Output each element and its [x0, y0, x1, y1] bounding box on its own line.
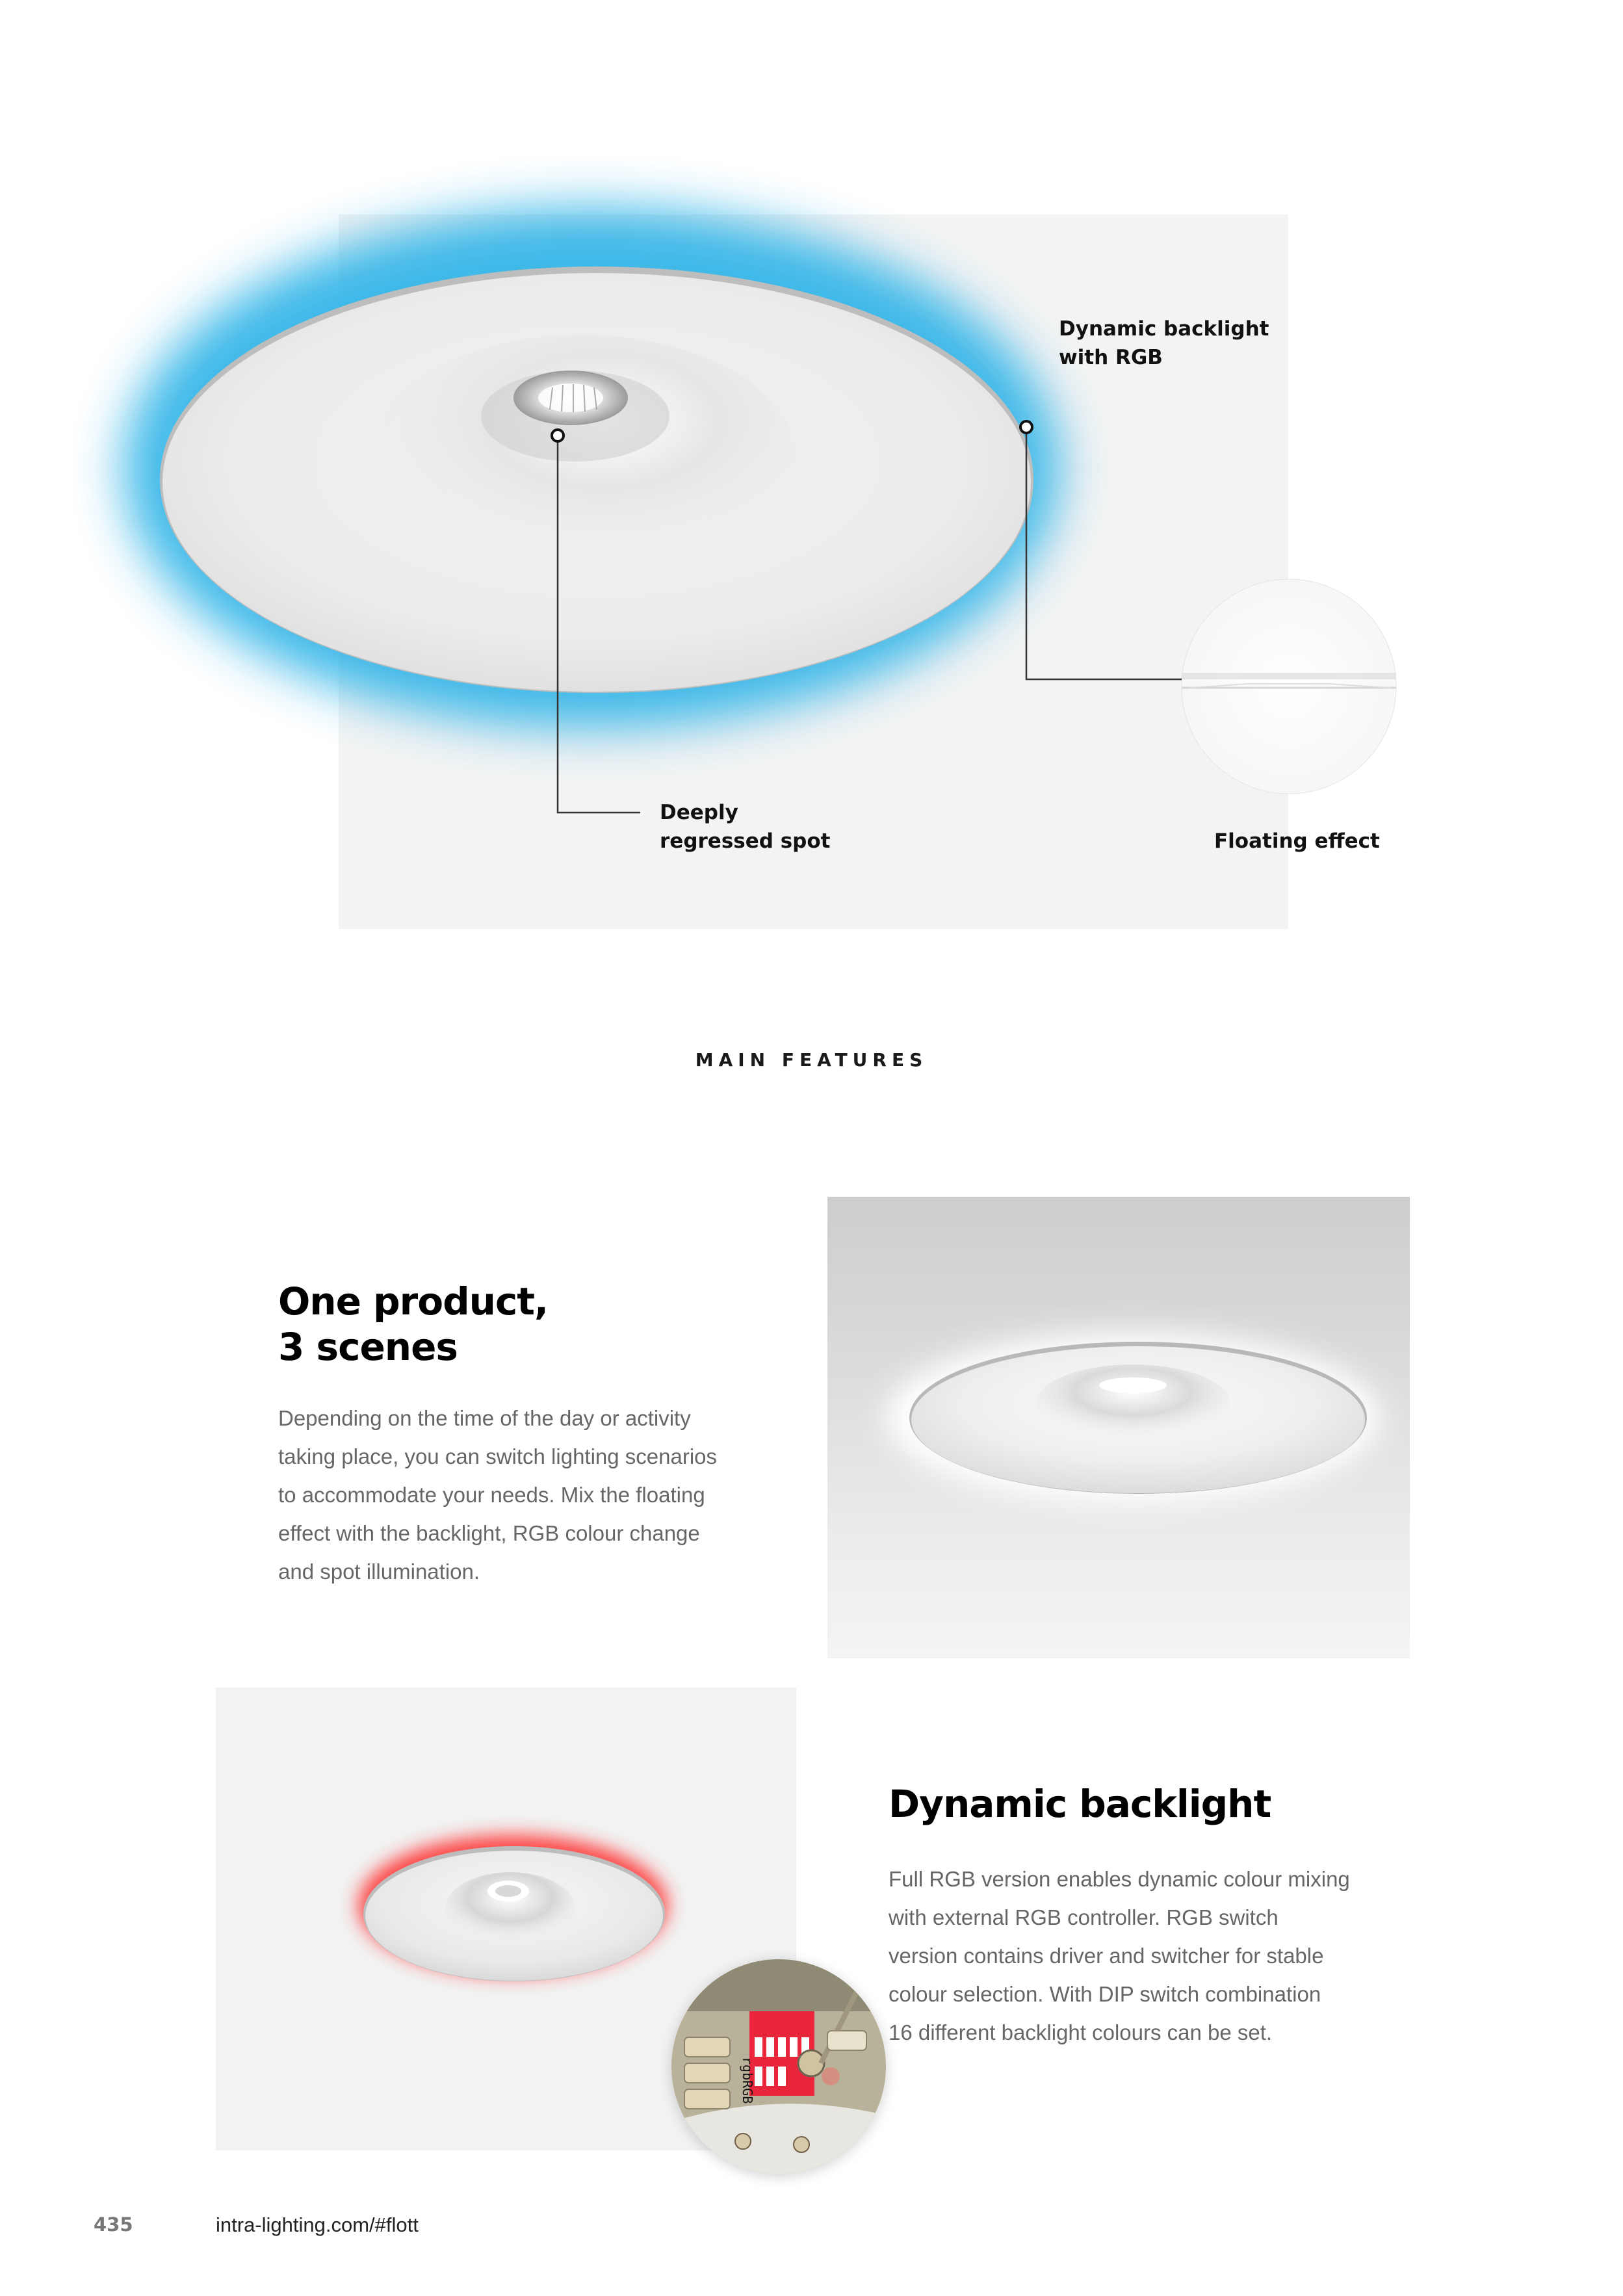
feature-text-line: Depending on the time of the day or activity [278, 1406, 691, 1430]
feature-text-line: with external RGB controller. RGB switch [889, 1905, 1279, 1929]
dip-switch-closeup [671, 1959, 886, 2174]
feature-text-line: Full RGB version enables dynamic colour mixing [889, 1867, 1350, 1891]
feature-text-dynamic-backlight [889, 1860, 1350, 2052]
feature-title-line: Dynamic backlight [889, 1782, 1271, 1826]
feature-text-scenes [278, 1399, 717, 1591]
callout-dynamic-backlight [1059, 315, 1269, 372]
callout-line: with RGB [1059, 346, 1163, 369]
callout-deeply-regressed-spot [660, 798, 831, 855]
feature-text-line: effect with the backlight, RGB colour change [278, 1521, 700, 1545]
feature-text-line: colour selection. With DIP switch combination [889, 1982, 1321, 2006]
page-number: 435 [94, 2213, 133, 2236]
callout-line: Dynamic backlight [1059, 317, 1269, 341]
feature-title-line: 3 scenes [278, 1325, 458, 1369]
callout-line: Deeply [660, 801, 738, 824]
spot-callout-marker [552, 430, 564, 441]
photo-floating-luminaire [827, 1197, 1410, 1658]
backlight-callout-marker [1020, 421, 1032, 433]
section-heading-main-features: MAIN FEATURES [695, 1049, 928, 1071]
footer-link[interactable]: intra-lighting.com/#flott [216, 2213, 419, 2236]
feature-text-line: to accommodate your needs. Mix the floating [278, 1483, 705, 1507]
feature-title-line: One product, [278, 1279, 549, 1324]
feature-text-line: version contains driver and switcher for stable [889, 1944, 1324, 1968]
callout-line: regressed spot [660, 829, 831, 853]
feature-title-dynamic-backlight [889, 1781, 1271, 1827]
feature-text-line: taking place, you can switch lighting scenarios [278, 1444, 718, 1468]
feature-text-line: and spot illumination. [278, 1559, 480, 1584]
svg-text:rgbRGB: rgbRGB [740, 2057, 755, 2104]
feature-title-scenes [278, 1279, 548, 1370]
pcb-graphic [671, 1959, 886, 2174]
callout-floating-effect [1214, 827, 1380, 855]
floating-luminaire-graphic [827, 1197, 1410, 1658]
callout-line: Floating effect [1214, 829, 1380, 853]
feature-text-line: 16 different backlight colours can be set. [889, 2020, 1273, 2044]
